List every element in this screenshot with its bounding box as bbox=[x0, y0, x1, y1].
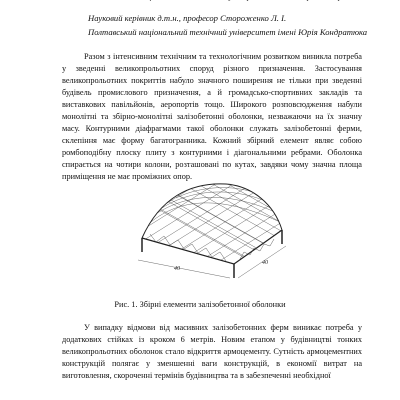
supervisor-line: Науковий керівник д.т.н., професор Стороженко Л. І. bbox=[88, 13, 287, 23]
clipped-header-line bbox=[88, 0, 367, 1]
shell-structure-drawing bbox=[130, 160, 290, 280]
figure-caption: Рис. 1. Збірні елементи залізобетонної оболонки bbox=[114, 300, 286, 309]
front-truss-lattice bbox=[150, 234, 226, 261]
dimension-label-right: 40 bbox=[262, 260, 268, 266]
shell-structure-figure bbox=[130, 160, 290, 280]
body-paragraph-1: Разом з інтенсивним технічним та технологічним розвитком виникла потреба у зведенні великопрольотних споруд різного призначення. Застосування великопрольотних покриттів набуло значного поширення не тільки при зведенні будівель промислового призначення, а й громадсько-спортивних закладів та виставкових павільйонів, аеропортів тощо. Широкого розповсюдження набули монолітні та збірно-монолітні залізобетонні оболонки, незважаючи на їх значну масу. Контурними діафрагмами такої оболонки служать залізобетонні ферми, склепіння має форму багатогранника. Кожний збірний елемент являє собою ромбоподібну плоску плиту з контурними і діагональними ребрами. Оболонка спирається на чотири колони, розташовані по кутах, завдяки чому значна площа приміщення не має проміжних опор. bbox=[62, 52, 362, 181]
dimension-line-left bbox=[138, 260, 230, 278]
affiliation-line: Полтавський національний технічний університет імені Юрія Кондратюка bbox=[88, 27, 368, 37]
body-paragraph-2: У випадку відмови від масивних залізобетонних ферм виникає потреба у додаткових стійках із кроком 6 метрів. Новим етапом у будівництві тонких великопрольотних оболонок стало відкриття армоцементу. Сутність армоцементних конструкцій полягає у зменшенні ваги конструкцій, в економії витрат на виготовлення, скороченні термінів будівництва та в забезпеченні необхідної bbox=[62, 323, 362, 380]
dimension-label-left: 40 bbox=[174, 266, 180, 272]
